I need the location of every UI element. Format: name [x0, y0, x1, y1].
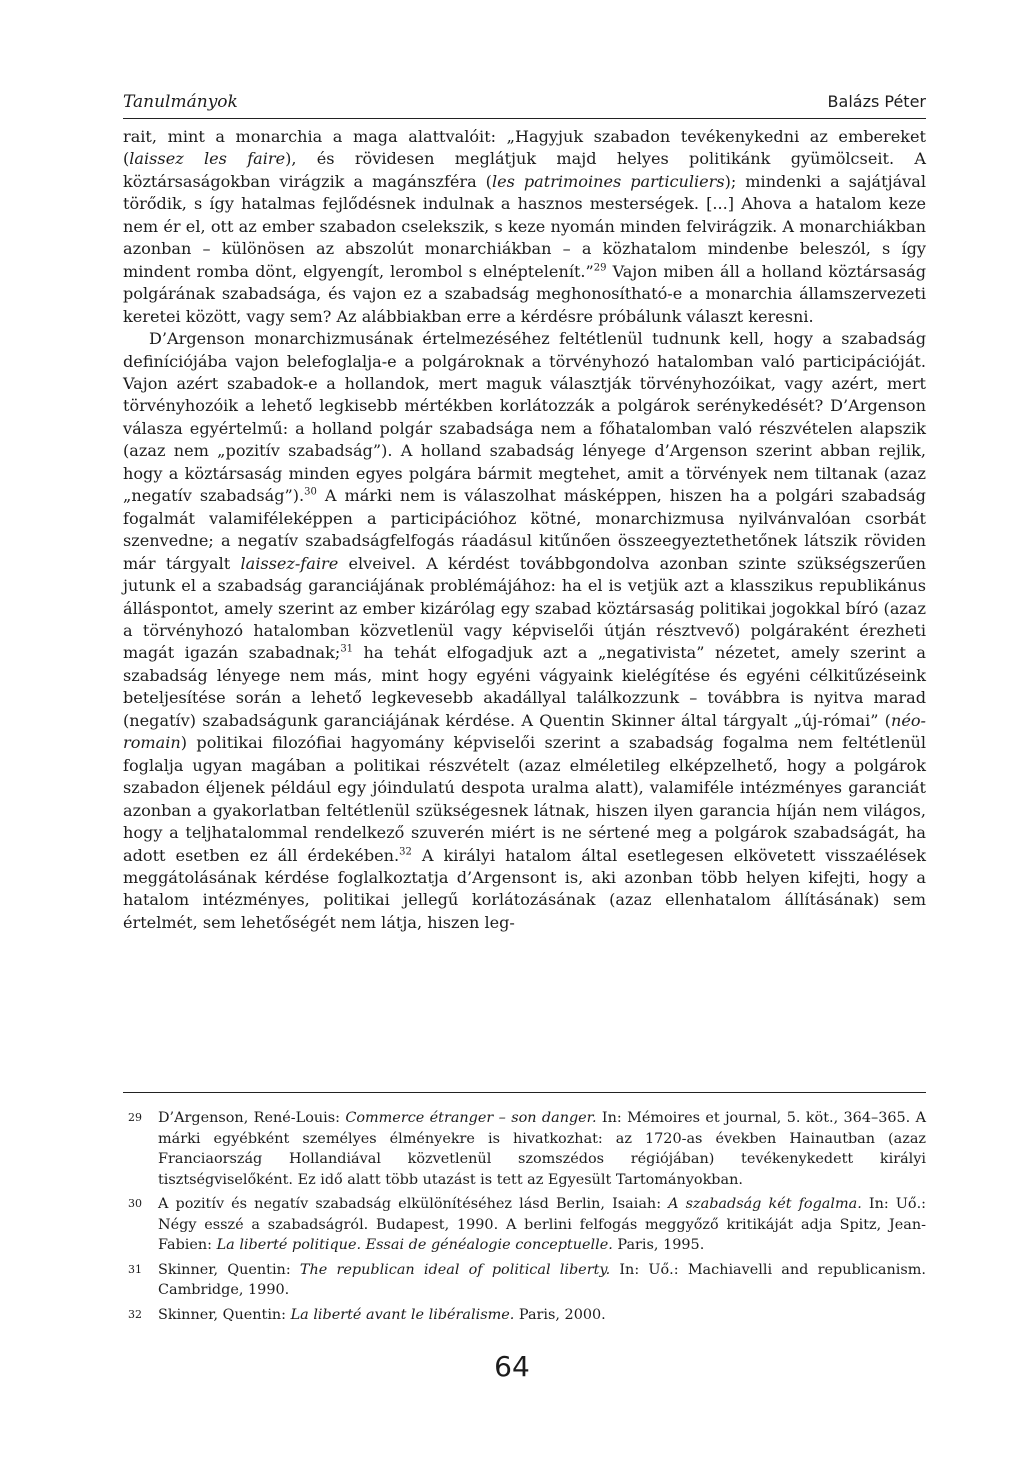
author-name: Balázs Péter — [827, 92, 926, 111]
footnote-30: 30 A pozitív és negatív szabadság elkülönítéséhez lásd Berlin, Isaiah: A szabadság két fogalma. In: Uő.: Négy esszé a szabadságról. Budapest, 1990. A berlini felfogás meggyőző kritikáját adja Spitz, Jean-Fabien: La liberté politique. Essai de généalogie conceptuelle. Paris, 1995. — [128, 1196, 926, 1253]
footnotes — [123, 1108, 926, 1329]
page-number: 64 — [494, 1350, 530, 1383]
footnote-number: 32 — [128, 1307, 142, 1321]
main-text — [123, 126, 926, 934]
footnote-ref-32: 32 — [399, 846, 412, 858]
footnote-ref-29: 29 — [593, 262, 607, 274]
running-header — [123, 92, 926, 119]
footnote-29: 29 D’Argenson, René-Louis: Commerce étranger – son danger. In: Mémoires et journal, 5. köt., 364–365. A márki egyébként személyes élményekre is hivatkozhat: az 1720-as években Hainautban (azaz Franciaország Hollandiával közvetlenül szomszédos régiójában) tevékenykedett királyi tisztségviselőként. Ez idő alatt több utazást is tett az Egyesült Tartományokban. — [128, 1110, 926, 1188]
footnote-31: 31 Skinner, Quentin: The republican ideal of political liberty. In: Uő.: Machiavelli and republicanism. Cambridge, 1990. — [128, 1261, 926, 1298]
paragraph-1: rait, mint a monarchia a maga alattvalóit: „Hagyjuk szabadon tevékenykedni az embereket (laissez les faire), és rövidesen meglátjuk majd helyes politikánk gyümölcseit. A köztársaságokban virágzik a magánszféra (les patrimoines particuliers); mindenki a sajátjával törődik, s így hatalmas fejlődésnek indulnak a hasznos mesterségek. [...] Ahova a hatalom keze nem ér el, ott az ember szabadon cselekszik, s keze nyomán minden felvirágzik. A monarchiákban azonban – különösen az abszolút monarchiákban – a közhatalom mindenbe beleszól, s így mindent romba dönt, elgyengít, lerombol s elnéptelenít.”$^{29}$ Vajon miben áll a holland köztársaság polgárának szabadsága, és vajon ez a szabadság meghonosítható-e a monarchia államszervezeti keretei között, vagy sem? Az alábbiakban erre a kérdésre próbálunk választ keresni. — [123, 127, 926, 326]
footnote-number: 30 — [128, 1197, 142, 1210]
paragraph-2: D’Argenson monarchizmusának értelmezéséhez feltétlenül tudnunk kell, hogy a szabadság definíciójába vajon belefoglalja-e a polgároknak a törvényhozó hatalomban való participációját. Vajon azért szabadok-e a hollandok, mert maguk választják törvényhozóikat, vagy azért, mert törvényhozóik a lehető legkisebb mértékben korlátozzák a polgárok serénykedését? D’Argenson válasza egyértelmű: a holland polgár szabadsága nem a főhatalomban való részvételen alapszik (azaz nem „pozitív szabadság”). A holland szabadság lényege d’Argenson szerint abban rejlik, hogy a köztársaság minden egyes polgára bármit megtehet, amit a törvények nem tiltanak (azaz „negatív szabadság”).$^{30}$ A márki nem is válaszolhat másképpen, hiszen ha a polgári szabadság fogalmát valamiféleképpen a participációhoz kötné, monarchizmusa nyilvánvalóan csorbát szenvedne; a negatív szabadságfelfogás ráadásul kitűnően összeegyeztethetőnek látszik röviden már tárgyalt laissez-faire elveivel. A kérdést továbbgondolva azonban szinte szükségszerűen jutunk el a szabadság garanciájának problémájához: ha el is vetjük azt a klasszikus republikánus álláspontot, amely szerint az ember kizárólag egy szabad köztársaság politikai jogokkal bíró (azaz a törvényhozó hatalomban közvetlenül vagy képviselői útján résztvevő) polgáraként érezheti magát igazán szabadnak;$^{31}$ ha tehát elfogadjuk azt a „negativista” nézetet, amely szerint a szabadság lényege nem más, mint hogy egyéni vágyaink kielégítése és egyéni célkitűzéseink beteljesítése során a lehető legkevesebb akadállyal találkozzunk – továbbra is nyitva marad (negatív) szabadságunk garanciájának kérdése. A Quentin Skinner által tárgyalt „új-római” (néo-romain) politikai filozófiai hagyomány képviselői szerint a szabadság fogalma nem feltétlenül foglalja ugyan magában a politikai részvételt (azaz elméletileg elképzelhető, hogy a polgárok szabadon éljenek például egy jóindulatú despota uralma alatt), valamiféle intézményes garanciát azonban a gyakorlatban feltétlenül szükségesnek látnak, hiszen ilyen garancia híján nem világos, hogy a teljhatalommal rendelkező szuverén miért is ne sértené meg a polgárok szabadságát, ha adott esetben ez áll érdekében.$^{32}$ A királyi hatalom által esetlegesen elkövetett visszaélések meggátolásának kérdése foglalkoztatja d’Argensont is, aki azonban több helyen kifejti, hogy a hatalom intézményes, politikai jellegű korlátozásának (azaz ellenhatalom állításának) sem értelmét, sem lehetőségét nem látja, hiszen leg- — [123, 329, 926, 932]
footnote-divider — [123, 1092, 926, 1093]
footnote-ref-30: 30 — [304, 486, 317, 498]
section-title: Tanulmányok — [123, 92, 238, 112]
footnote-ref-31: 31 — [340, 644, 354, 656]
footnote-32: 32 Skinner, Quentin: La liberté avant le libéralisme. Paris, 2000. — [123, 1305, 926, 1326]
footnote-number: 29 — [128, 1111, 142, 1124]
footnote-number: 31 — [128, 1262, 142, 1276]
